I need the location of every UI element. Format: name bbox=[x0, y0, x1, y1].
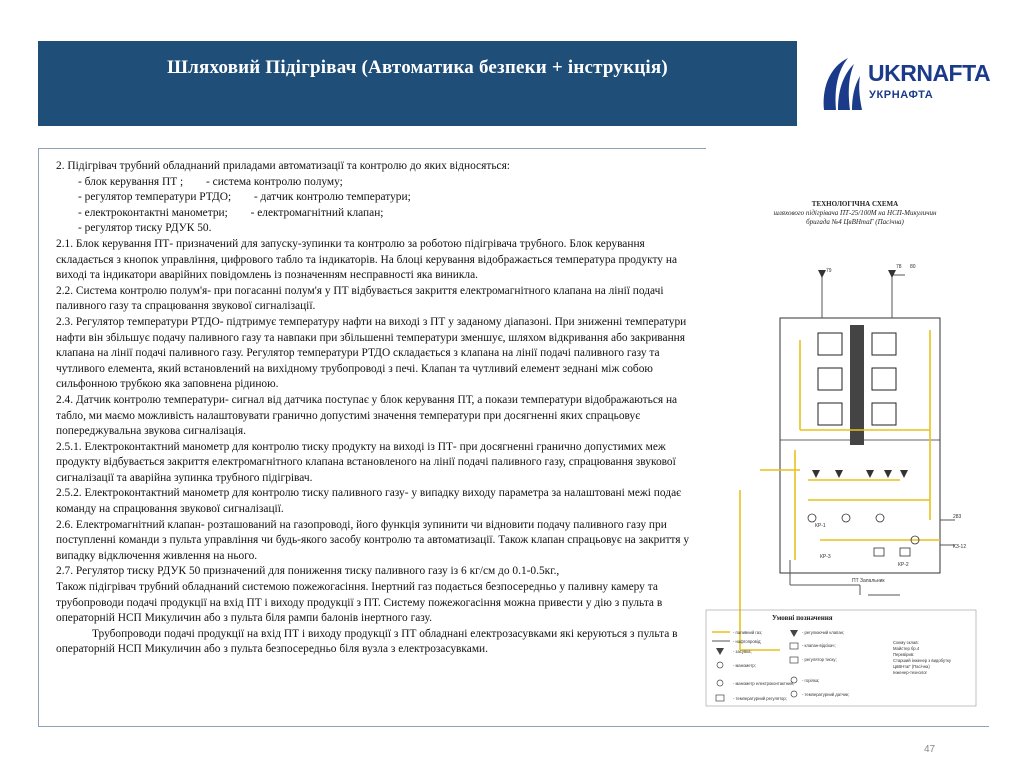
label-78: 78 bbox=[896, 264, 902, 270]
scheme-note: ЦвВНтаГ (Пасічна) bbox=[893, 664, 930, 669]
content-frame-top bbox=[38, 148, 706, 149]
page-number: 47 bbox=[924, 744, 936, 755]
slide-title: Шляховий Підігрівач (Автоматика безпеки + інструкція) bbox=[167, 57, 668, 78]
instruction-text bbox=[56, 159, 696, 658]
burner-box bbox=[818, 368, 842, 390]
list-item: - електроконтактні манометри; - електромагнітний клапан; bbox=[78, 206, 384, 219]
gas-line bbox=[808, 480, 940, 540]
gas-line bbox=[740, 490, 780, 650]
paragraph-2-1: 2.1. Блок керування ПТ- призначений для запуску-зупинки та контролю за роботою підігрівача трубного. Блок керування складається з кнопок управління, цифрового табло та індикаторів. На блоці керування відображається температура продукту на виході та індикатори аварійних повідомлень із позначенням несправності яка виникла. bbox=[56, 237, 677, 282]
legend-item: - паливний газ; bbox=[733, 630, 763, 635]
heater-core bbox=[850, 325, 864, 445]
paragraph-2-2: 2.2. Система контролю полум'я- при погасанні полум'я у ПТ відбувається закриття електромагнітного клапана на лінії подачі паливного газу та спрацювання звукової сигналізації. bbox=[56, 284, 664, 313]
legend-item: - манометр електроконтактний; bbox=[733, 681, 794, 686]
title-bar bbox=[38, 41, 797, 126]
legend-item: - регулятор тиску; bbox=[802, 657, 837, 662]
paragraph-2-5-2: 2.5.2. Електроконтактний манометр для контролю тиску паливного газу- у випадку виходу параметра за налаштовані межі подає команду на спрацювання звукової сигналізації. bbox=[56, 487, 682, 516]
label-80: 80 bbox=[910, 264, 916, 270]
list-item: - регулятор температури РТДО; - датчик контролю температури; bbox=[78, 191, 411, 204]
list-item: - блок керування ПТ ; - система контролю полуму; bbox=[78, 175, 343, 188]
scheme-title-main: ТЕХНОЛОГІЧНА СХЕМА bbox=[811, 200, 899, 208]
legend-valve-icon bbox=[716, 648, 724, 655]
label-283: 283 bbox=[953, 514, 962, 520]
label-79: 79 bbox=[826, 268, 832, 274]
burner-box bbox=[818, 333, 842, 355]
list-item: - регулятор тиску РДУК 50. bbox=[78, 222, 212, 235]
valve-icon bbox=[900, 470, 908, 478]
valve-icon bbox=[835, 470, 843, 478]
valve-icon bbox=[888, 270, 896, 278]
paragraph-fire-system: Також підігрівач трубний обладнаний системою пожежогасіння. Інертний газ подається безпосередньо у паливну камеру та трубопроводи подачі продукції на вхід ПТ і виходу продукції з ПТ. Систему пожежогасіння можна привести у дію з пульта в операторній НСП Микуличин або з пульта біля рампи балонів інертного газу. bbox=[56, 581, 663, 625]
label-kr2: КР-2 bbox=[898, 562, 909, 568]
paragraph-2-7: 2.7. Регулятор тиску РДУК 50 призначений для пониження тиску паливного газу із 6 кг/см до 0.1-0.5кг., bbox=[56, 565, 560, 578]
paragraph-valves: Трубопроводи подачі продукції на вхід ПТ і виходу продукції з ПТ обладнані електрозасувками які керуються з пульта в операторній НСП Микуличин або з пульта безпосередньо біля вузла з електрозасувками. bbox=[56, 627, 678, 656]
gas-line bbox=[760, 330, 930, 560]
valve-icon bbox=[818, 270, 826, 278]
legend-item: - манометр; bbox=[733, 663, 756, 668]
paragraph-2-5-1: 2.5.1. Електроконтактний манометр для контролю тиску продукту на виході із ПТ- при досягненні гранично допустимих меж продукту відбувається закриття електромагнітного клапана встановленого на лінії подачі паливного газу, спрацювання звукової сигналізації та аварійна зупинка трубного підігрівач. bbox=[56, 440, 676, 484]
intro-paragraph: 2. Підігрівач трубний обладнаний приладами автоматизації та контролю до яких відносяться: bbox=[56, 160, 510, 172]
legend-regulator-icon bbox=[716, 695, 724, 701]
regulator-icon bbox=[874, 548, 884, 556]
scheme-note: Схему склав: bbox=[893, 640, 919, 645]
scheme-note: Інженер-технолог bbox=[893, 670, 928, 675]
legend-regulator-icon bbox=[790, 643, 798, 649]
legend-regulator-icon bbox=[790, 657, 798, 663]
valve-icon bbox=[812, 470, 820, 478]
ukrnafta-logo-icon bbox=[818, 54, 866, 114]
burner-box bbox=[872, 403, 896, 425]
legend-valve-icon bbox=[790, 630, 798, 637]
legend-gauge-icon bbox=[717, 680, 723, 686]
label-pt: ПТ Запальник bbox=[852, 578, 885, 584]
valve-icon bbox=[866, 470, 874, 478]
scheme-note: Перевірив: bbox=[893, 652, 915, 657]
logo-subtitle: УКРНАФТА bbox=[869, 89, 934, 101]
legend-sensor-icon bbox=[791, 691, 797, 697]
valve-icon bbox=[884, 470, 892, 478]
paragraph-2-6: 2.6. Електромагнітний клапан- розташований на газопроводі, його функція зупинити чи відновити подачу паливного газу при поступленні команди з пульта управління чи будь-якого засобу контролю та автоматизації. Також клапан спрацьовує на закриття у випадку відключення живлення на нього. bbox=[56, 518, 690, 562]
logo-wordmark: UKRNAFTA bbox=[868, 60, 991, 86]
legend-item: - температурний датчик; bbox=[802, 692, 850, 697]
gauge-icon bbox=[808, 514, 816, 522]
gauge-icon bbox=[842, 514, 850, 522]
legend-item: - нафтопровід; bbox=[733, 639, 762, 644]
label-kr3: КР-3 bbox=[820, 554, 831, 560]
burner-box bbox=[818, 403, 842, 425]
scheme-subtitle-2: бригада №4 ЦвВНтаГ (Пасічна) bbox=[806, 218, 904, 226]
label-kz12: КЗ-12 bbox=[953, 544, 967, 550]
legend-title: Умовні позначення bbox=[772, 614, 833, 622]
regulator-icon bbox=[900, 548, 910, 556]
scheme-note: Майстер бр.4 bbox=[893, 646, 920, 651]
legend-item: - горілка; bbox=[802, 678, 820, 683]
legend-item: - температурний регулятор; bbox=[733, 696, 787, 701]
paragraph-2-4: 2.4. Датчик контролю температури- сигнал від датчика поступає у блок керування ПТ, а покази температури відображаються на табло, ми маємо можливість налаштовувати гранично допустимі значення температури при досягненні яких спрацьовує попереджувальна звукова сигналізація. bbox=[56, 393, 678, 438]
scheme-note: Старший інженер з видобутку bbox=[893, 658, 951, 663]
legend-item: - клапан-відсікач; bbox=[802, 643, 836, 648]
paragraph-2-3: 2.3. Регулятор температури РТДО- підтримує температуру нафти на виході з ПТ у заданому діапазоні. При зниженні температури нафти він збільшує подачу паливного газу та навпаки при збільшенні температури зменшує, шляхом відкривання або закривання клапана на лінії подачі паливного газу. Регулятор температури РТДО складається з клапана на лінії подачі паливного газу та чутливого елемента, який встановлений на вихідному трубопроводі з печі. Клапан та чутливий елемент зеднані між собою сильфонною трубкою яка заповнена рідиною. bbox=[56, 315, 687, 391]
gauge-icon bbox=[876, 514, 884, 522]
scheme-subtitle-1: шляхового підігрівача ПТ-25/100М на НСП-Микуличин bbox=[773, 209, 937, 217]
ukrnafta-logo bbox=[818, 54, 991, 114]
legend-item: - регулюючий клапан; bbox=[802, 630, 845, 635]
legend-gauge-icon bbox=[717, 662, 723, 668]
burner-box bbox=[872, 368, 896, 390]
label-kr1: КР-1 bbox=[815, 523, 826, 529]
burner-box bbox=[872, 333, 896, 355]
legend-item: - засувка; bbox=[733, 649, 752, 654]
